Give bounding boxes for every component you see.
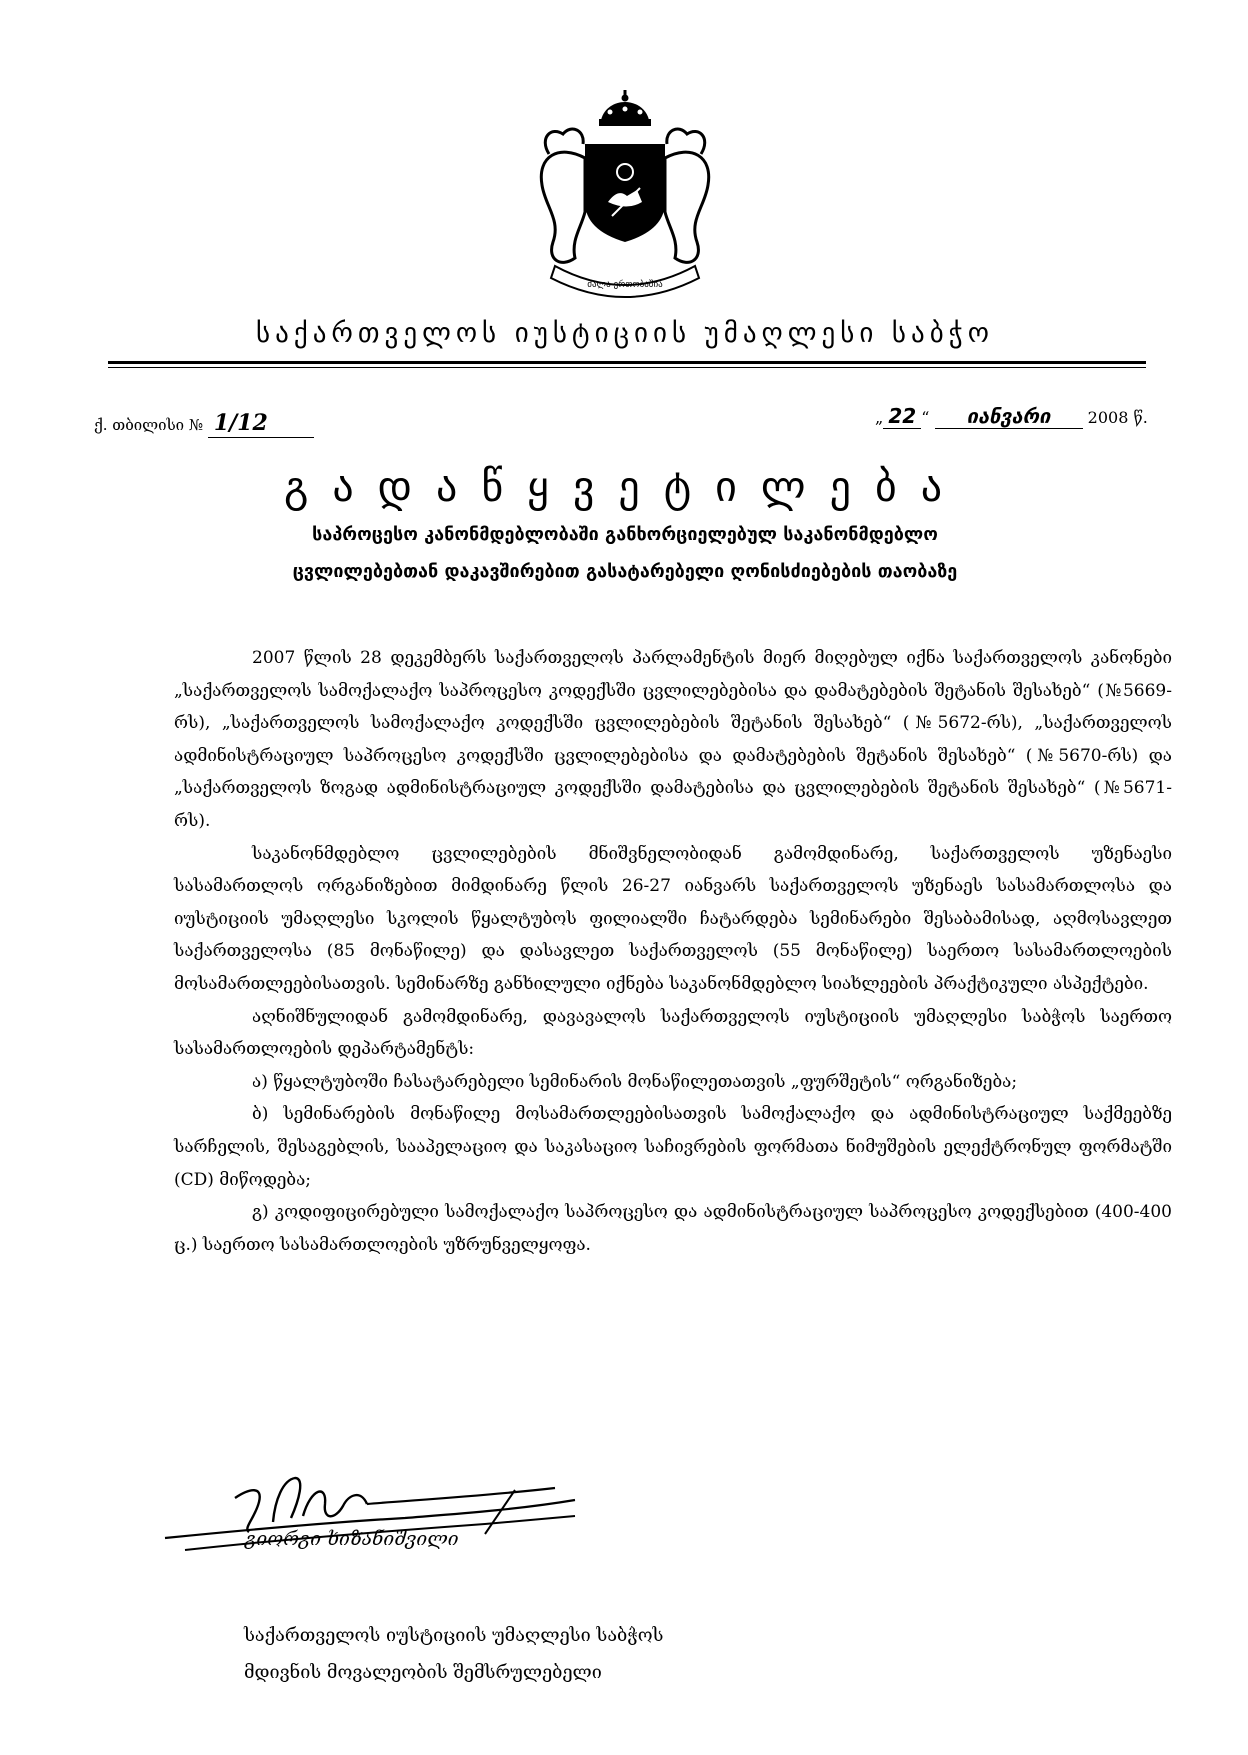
- city-label: ქ. თბილისი №: [94, 416, 204, 434]
- handwritten-signature-icon: [155, 1460, 635, 1570]
- document-body: [174, 642, 1172, 1261]
- paragraph-3: აღნიშნულიდან გამომდინარე, დავავალოს საქართველოს იუსტიციის უმაღლესი საბჭოს საერთო სასამართლოების დეპარტამენტს:: [174, 1006, 1172, 1060]
- document-type-title: გადაწყვეტილება: [283, 462, 967, 511]
- organization-title: საქართველოს იუსტიციის უმაღლესი საბჭო: [256, 318, 994, 349]
- registration-date-line: „ 22 “ იანვარი 2008 წ.: [875, 404, 1148, 428]
- date-month: იანვარი: [935, 404, 1083, 429]
- paragraph-1: 2007 წლის 28 დეკემბერს საქართველოს პარლამენტის მიერ მიღებულ იქნა საქართველოს კანონები „საქართველოს სამოქალაქო საპროცესო კოდექსში ცვლილებებისა და დამატებების შეტანის შესახებ“ (№5669-რს), „საქართველოს სამოქალაქო კოდექსში ცვლილებების შეტანის შესახებ“ (№5672-რს), „საქართველოს ადმინისტრაციულ საპროცესო კოდექსში ცვლილებებისა და დამატებების შეტანის შესახებ“ (№5670-რს) და „საქართველოს ზოგად ადმინისტრაციულ კოდექსში დამატებისა და ცვლილებების შეტანის შესახებ“ (№5671-რს).: [174, 648, 1172, 831]
- signer-name: გიორგი ხიზანიშვილი: [245, 1528, 459, 1550]
- paragraph-2: საკანონმდებლო ცვლილებების მნიშვნელობიდან გამომდინარე, საქართველოს უზენაესი სასამართლოს ორგანიზებით მიმდინარე წლის 26-27 იანვარს საქართველოს უზენაეს სასამართლოსა და იუსტიციის უმაღლესი სკოლის წყალტუბოს ფილიალში ჩატარდება სემინარები შესაბამისად, აღმოსავლეთ საქართველოსა (85 მონაწილე) და დასავლეთ საქართველოს (55 მონაწილე) საერთო სასამართლოების მოსამართლეებისათვის. სემინარზე განხილული იქნება საკანონმდებლო სიახლეების პრაქტიკული ასპექტები.: [174, 843, 1172, 994]
- header-rule-thick: [108, 361, 1146, 364]
- list-item-g: გ) კოდიფიცირებული სამოქალაქო საპროცესო და ადმინისტრაციულ საპროცესო კოდექსებით (400-400 ც.) საერთო სასამართლოების უზრუნველყოფა.: [174, 1202, 1172, 1255]
- list-item-a: ა) წყალტუბოში ჩასატარებელი სემინარის მონაწილეთათვის „ფურშეტის“ ორგანიზება;: [252, 1071, 1018, 1092]
- signer-title-line-1: საქართველოს იუსტიციის უმაღლესი საბჭოს: [244, 1625, 664, 1646]
- date-day: 22: [883, 404, 921, 429]
- signer-title-block: [244, 1617, 663, 1691]
- coat-of-arms-of-georgia-icon: [515, 90, 735, 300]
- document-subtitle: [200, 516, 1050, 590]
- registration-number: 1/12: [208, 410, 314, 438]
- signer-title-line-2: მდივნის მოვალეობის შემსრულებელი: [244, 1662, 602, 1683]
- subtitle-line-2: ცვლილებებთან დაკავშირებით გასატარებელი ღონისძიებების თაობაზე: [292, 561, 958, 582]
- subtitle-line-1: საპროცესო კანონმდებლობაში განხორციელებულ საკანონმდებლო: [312, 524, 938, 545]
- date-year: 2008: [1087, 408, 1129, 427]
- list-item-b: ბ) სემინარების მონაწილე მოსამართლეებისათვის სამოქალაქო და ადმინისტრაციულ საქმეებზე სარჩელის, შესაგებლის, სააპელაციო და საკასაციო საჩივრების ფორმათა ნიმუშების ელექტრონულ ფორმატში (CD) მიწოდება;: [174, 1104, 1172, 1190]
- registration-number-line: [94, 410, 314, 438]
- emblem-ribbon-text: ძალა ერთობაშია: [587, 280, 663, 290]
- header-rule-thin: [108, 367, 1146, 368]
- year-suffix: წ.: [1133, 408, 1148, 427]
